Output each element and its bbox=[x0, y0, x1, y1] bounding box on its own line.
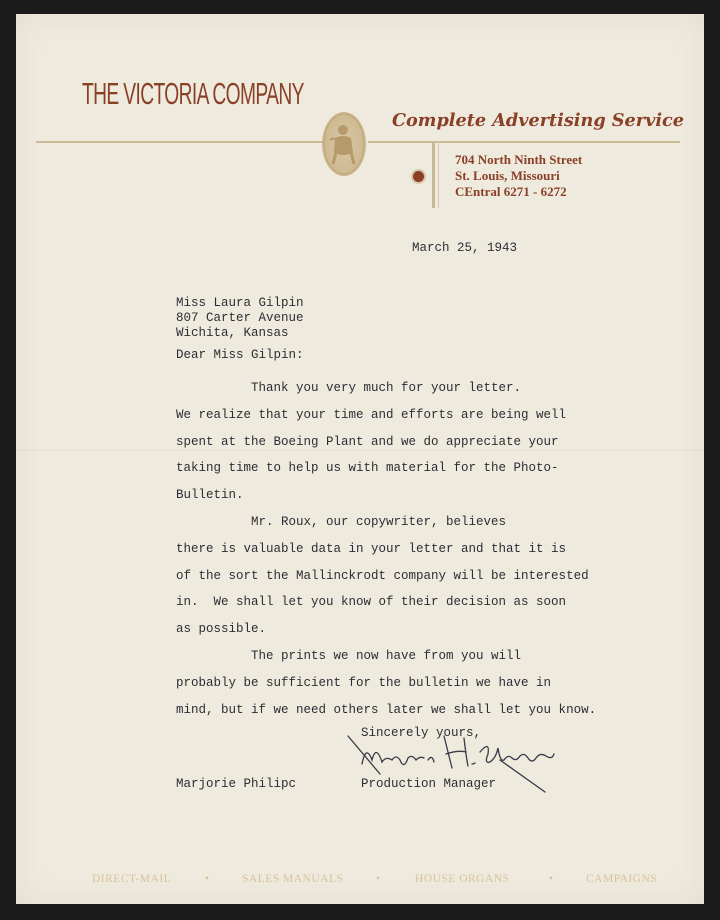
body-line: taking time to help us with material for the Photo- bbox=[176, 461, 559, 476]
address-city: St. Louis, Missouri bbox=[455, 168, 560, 183]
footer-separator: • bbox=[205, 873, 210, 885]
footer-service-campaigns: CAMPAIGNS bbox=[586, 873, 658, 885]
address-phone: CEntral 6271 - 6272 bbox=[455, 184, 567, 199]
letterhead-bullet-icon bbox=[413, 171, 424, 182]
salutation: Dear Miss Gilpin: bbox=[176, 348, 304, 362]
letter-date: March 25, 1943 bbox=[412, 241, 518, 255]
letter-body bbox=[176, 375, 596, 723]
recipient-name: Miss Laura Gilpin bbox=[176, 296, 304, 310]
company-address bbox=[455, 152, 582, 200]
body-line: of the sort the Mallinckrodt company will be interested bbox=[176, 568, 589, 583]
body-line: Bulletin. bbox=[176, 488, 244, 503]
letterhead-rule-right bbox=[368, 141, 680, 143]
body-line: Mr. Roux, our copywriter, believes bbox=[176, 514, 507, 529]
body-line: mind, but if we need others later we shall let you know. bbox=[176, 702, 597, 717]
body-line: as possible. bbox=[176, 622, 267, 637]
company-logo-icon bbox=[322, 112, 366, 176]
body-line: spent at the Boeing Plant and we do appreciate your bbox=[176, 434, 559, 449]
body-line: The prints we now have from you will bbox=[176, 648, 522, 663]
body-line: in. We shall let you know of their decision as soon bbox=[176, 595, 567, 610]
signer-title: Production Manager bbox=[361, 777, 497, 791]
footer-service-house-organs: HOUSE ORGANS bbox=[415, 873, 510, 885]
letterhead-rule-vertical-thin bbox=[438, 141, 439, 208]
recipient-street: 807 Carter Avenue bbox=[176, 311, 304, 325]
signer-name: Marjorie Philipc bbox=[176, 777, 297, 791]
body-line: probably be sufficient for the bulletin we have in bbox=[176, 675, 552, 690]
footer-separator: • bbox=[549, 873, 554, 885]
footer-service-direct-mail: DIRECT-MAIL bbox=[92, 873, 172, 885]
footer-separator: • bbox=[376, 873, 381, 885]
address-street: 704 North Ninth Street bbox=[455, 152, 583, 167]
body-line: Thank you very much for your letter. bbox=[176, 381, 522, 395]
letterhead-rule-vertical bbox=[432, 141, 435, 208]
footer-service-sales-manuals: SALES MANUALS bbox=[242, 873, 344, 885]
letter-closing: Sincerely yours, bbox=[361, 726, 482, 740]
company-name: THE VICTORIA COMPANY bbox=[82, 76, 304, 111]
recipient-address bbox=[176, 296, 304, 341]
recipient-city: Wichita, Kansas bbox=[176, 326, 289, 340]
body-line: We realize that your time and efforts are being well bbox=[176, 407, 567, 422]
company-tagline: Complete Advertising Service bbox=[392, 110, 684, 131]
body-line: there is valuable data in your letter and that it is bbox=[176, 541, 567, 556]
letterhead-rule-left bbox=[36, 141, 322, 143]
